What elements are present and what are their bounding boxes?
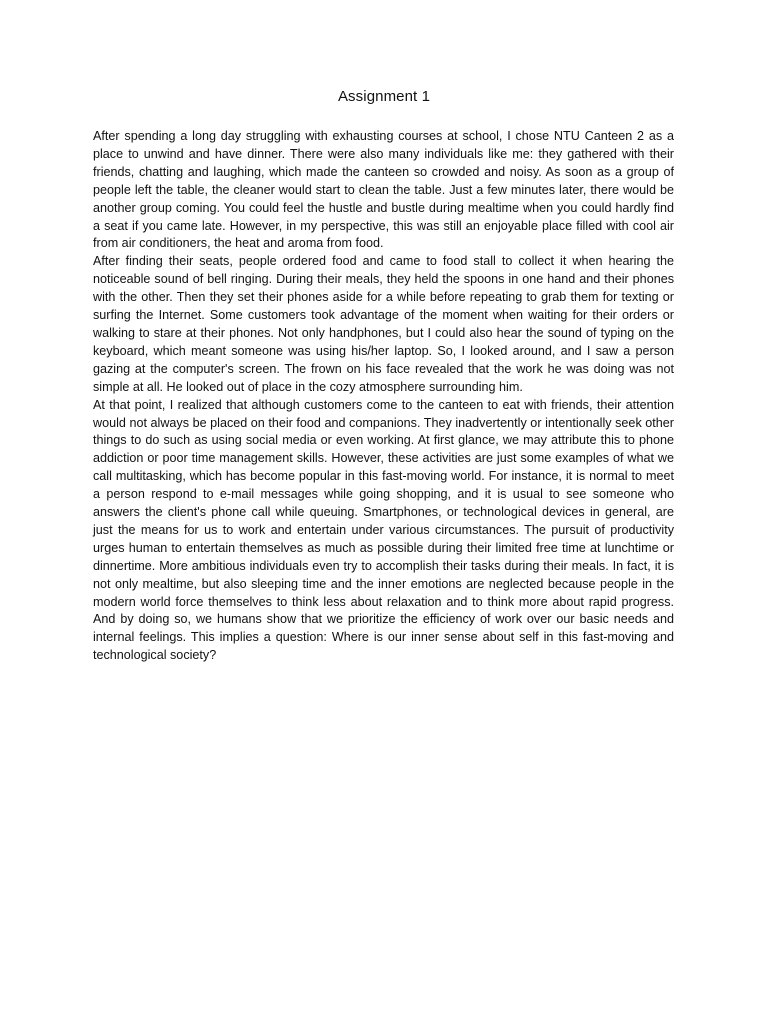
document-body bbox=[93, 128, 674, 665]
paragraph-2: After finding their seats, people ordered food and came to food stall to collect it when hearing the noticeable sound of bell ringing. During their meals, they held the spoons in one hand and their phones with the other. Then they set their phones aside for a while before repeating to grab them for texting or surfing the Internet. Some customers took advantage of the moment when waiting for their orders or walking to stare at their phones. Not only handphones, but I could also hear the sound of typing on the keyboard, which meant someone was using his/her laptop. So, I looked around, and I saw a person gazing at the computer's screen. The frown on his face revealed that the work he was doing was not simple at all. He looked out of place in the cozy atmosphere surrounding him. bbox=[93, 254, 674, 394]
paragraph-3: At that point, I realized that although customers come to the canteen to eat with friends, their attention would not always be placed on their food and companions. They inadvertently or intentionally seek other things to do such as using social media or even working. At first glance, we may attribute this to phone addiction or poor time management skills. However, these activities are just some examples of what we call multitasking, which has become popular in this fast-moving world. For instance, it is normal to meet a person respond to e-mail messages while going shopping, and it is usual to see someone who answers the client's phone call while queuing. Smartphones, or technological devices in general, are just the means for us to work and entertain under various circumstances. The pursuit of productivity urges human to entertain themselves as much as possible during their limited free time at lunchtime or dinnertime. More ambitious individuals even try to accomplish their tasks during their meals. In fact, it is not only mealtime, but also sleeping time and the inner emotions are neglected because people in the modern world force themselves to think less about relaxation and to think more about rapid progress. And by doing so, we humans show that we prioritize the efficiency of work over our basic needs and internal feelings. This implies a question: Where is our inner sense about self in this fast-moving and technological society? bbox=[93, 397, 674, 663]
document-title: Assignment 1 bbox=[337, 88, 431, 105]
paragraph-1: After spending a long day struggling with exhausting courses at school, I chose NTU Canteen 2 as a place to unwind and have dinner. There were also many individuals like me: they gathered with their friends, chatting and laughing, which made the canteen so crowded and noisy. As soon as a group of people left the table, the cleaner would start to clean the table. Just a few minutes later, there would be another group coming. You could feel the hustle and bustle during mealtime when you could hardly find a seat if you came late. However, in my perspective, this was still an enjoyable place filled with cool air from air conditioners, the heat and aroma from food. bbox=[93, 129, 674, 251]
